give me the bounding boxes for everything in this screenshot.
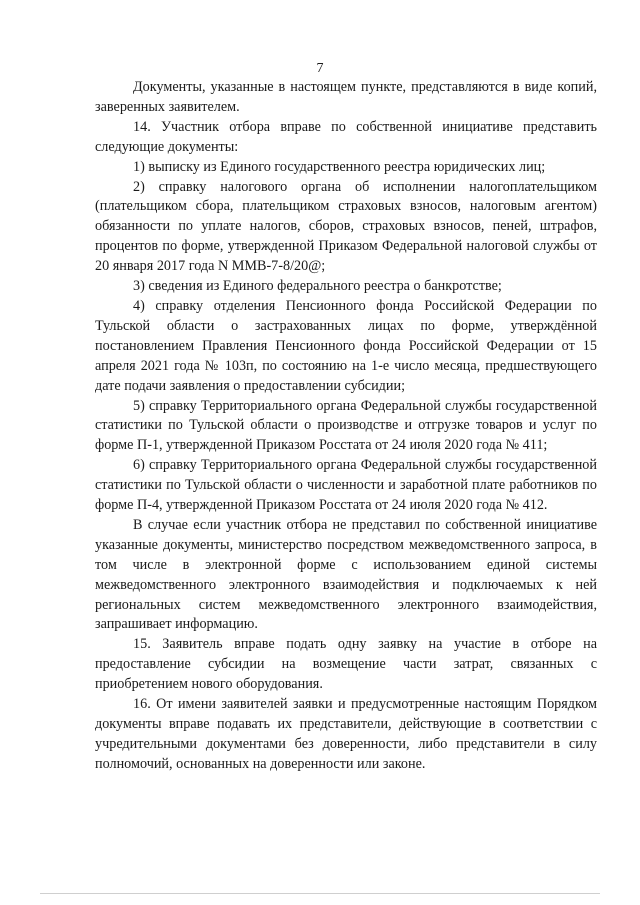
document-body (95, 78, 597, 775)
paragraph-16: 16. От имени заявителей заявки и предусмотренные настоящим Порядком документы вправе подавать их представители, действующие в соответствии с учредительными документами без доверенности, либо представители в силу полномочий, основанных на доверенности или законе. (95, 696, 597, 772)
paragraph-interagency-request: В случае если участник отбора не представил по собственной инициативе указанные документы, министерство посредством межведомственного запроса, в том числе в электронной форме с использованием единой системы межведомственного электронного взаимодействия и подключаемых к ней региональных систем межведомственного электронного взаимодействия, запрашивает информацию. (95, 516, 597, 633)
list-item-1: 1) выписку из Единого государственного реестра юридических лиц; (133, 158, 546, 175)
paragraph-15: 15. Заявитель вправе подать одну заявку на участие в отборе на предоставление субсидии на возмещение части затрат, связанных с приобретением нового оборудования. (95, 636, 597, 693)
list-item-4: 4) справку отделения Пенсионного фонда Российской Федерации по Тульской области о застрахованных лицах по форме, утверждённой постановлением Правления Пенсионного фонда Российской Федерации от 15 апреля 2021 года № 103п, по состоянию на 1-е число месяца, предшествующего дате подачи заявления о предоставлении субсидии; (95, 297, 597, 394)
paragraph-14: 14. Участник отбора вправе по собственной инициативе представить следующие документы: (95, 118, 597, 155)
scan-artifact-line (40, 893, 600, 894)
list-item-5: 5) справку Территориального органа Федеральной службы государственной статистики по Тульской области о производстве и отгрузке товаров и услуг по форме П-1, утвержденной Приказом Росстата от 24 июля 2020 года № 411; (95, 397, 597, 454)
paragraph-documents-copies: Документы, указанные в настоящем пункте, представляются в виде копий, заверенных заявителем. (95, 79, 597, 115)
list-item-3: 3) сведения из Единого федерального реестра о банкротстве; (133, 278, 502, 295)
page-number: 7 (316, 61, 324, 76)
list-item-2: 2) справку налогового органа об исполнении налогоплательщиком (плательщиком сбора, плательщиком страховых взносов, налоговым агентом) обязанности по уплате налогов, сборов, страховых взносов, пеней, штрафов, процентов по форме, утвержденной Приказом Федеральной налоговой службы от 20 января 2017 года N ММВ-7-8/20@; (95, 178, 597, 275)
list-item-6: 6) справку Территориального органа Федеральной службы государственной статистики по Тульской области о численности и заработной плате работников по форме П-4, утвержденной Приказом Росстата от 24 июля 2020 года № 412. (95, 457, 597, 514)
